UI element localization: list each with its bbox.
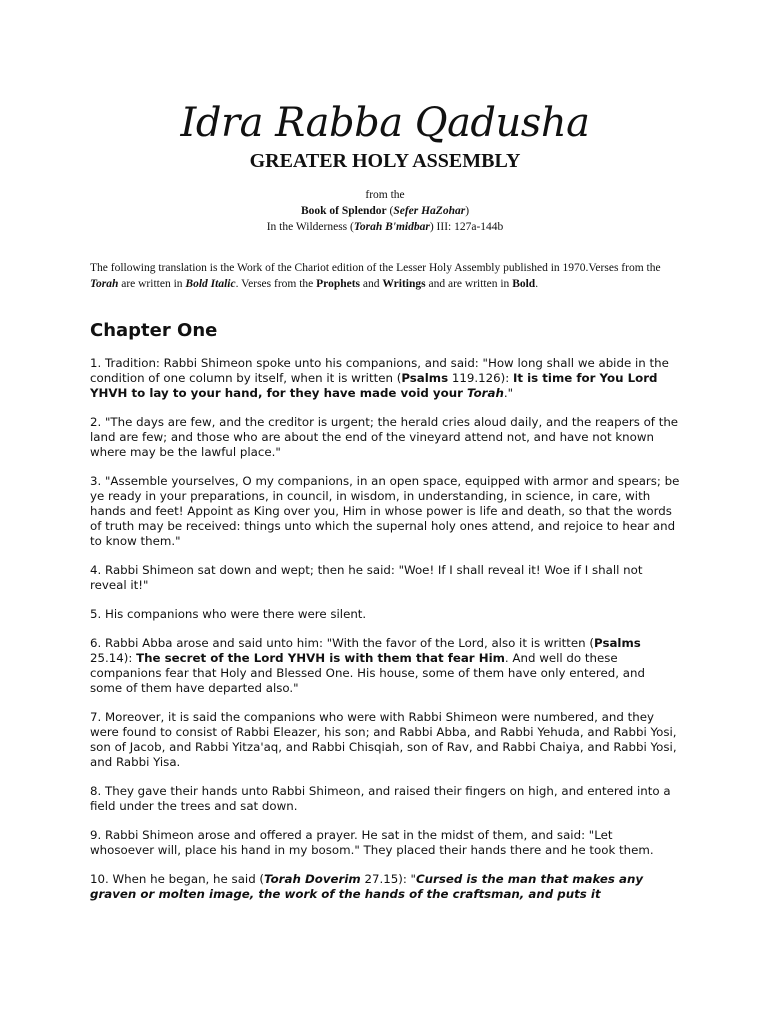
chapter-body: [90, 356, 680, 916]
verse-paragraph-6: 6. Rabbi Abba arose and said unto him: "With the favor of the Lord, also it is written (Psalms 25.14): The secret of the Lord YHVH is with them that fear Him. And well do these companions fear that Holy and Blessed One. His house, some of them have only entered, and some of them have departed also.": [90, 636, 645, 695]
verse-paragraph-2: 2. "The days are few, and the creditor is urgent; the herald cries aloud daily, and the reapers of the land are few; and those who are about the end of the vineyard attend not, and have not known where may be the lawful place.": [90, 415, 679, 459]
source-info: [90, 187, 680, 235]
verse-paragraph-3: 3. "Assemble yourselves, O my companions, in an open space, equipped with armor and spears; be ye ready in your preparations, in council, in wisdom, in understanding, in science, in care, with hands and feet! Appoint as King over you, Him in whose power is life and death, so that the words of truth may be received: things unto which the supernal holy ones attend, and rejoice to hear and to know them.": [90, 474, 680, 548]
document-subtitle: GREATER HOLY ASSEMBLY: [249, 150, 521, 172]
verse-paragraph-8: 8. They gave their hands unto Rabbi Shimeon, and raised their fingers on high, and entered into a field under the trees and sat down.: [90, 784, 671, 813]
source-wilderness: In the Wilderness (Torah B'midbar) III: 127a-144b: [266, 221, 504, 233]
source-book: Book of Splendor (Sefer HaZohar): [300, 205, 470, 217]
source-from: from the: [365, 189, 405, 201]
wilderness-hebrew: Torah B'midbar: [353, 221, 430, 233]
document-title: Idra Rabba Qadusha: [180, 100, 590, 146]
verse-paragraph-9: 9. Rabbi Shimeon arose and offered a prayer. He sat in the midst of them, and said: "Let whosoever will, place his hand in my bosom." They placed their hands there and he took them.: [90, 828, 654, 857]
verse-paragraph-4: 4. Rabbi Shimeon sat down and wept; then he said: "Woe! If I shall reveal it! Woe if I shall not reveal it!": [90, 563, 643, 592]
verse-paragraph-7: 7. Moreover, it is said the companions who were with Rabbi Shimeon were numbered, and they were found to consist of Rabbi Eleazer, his son; and Rabbi Abba, and Rabbi Yehuda, and Rabbi Yosi, son of Jacob, and Rabbi Yitza'aq, and Rabbi Chisqiah, son of Rav, and Rabbi Chaiya, and Rabbi Yosi, and Rabbi Yisa.: [90, 710, 677, 769]
verse-paragraph-10: 10. When he began, he said (Torah Doverim 27.15): "Cursed is the man that makes any graven or molten image, the work of the hands of the craftsman, and puts it: [90, 872, 644, 901]
verse-paragraph-5: 5. His companions who were there were silent.: [90, 607, 367, 621]
book-hebrew: Sefer HaZohar: [393, 205, 466, 217]
book-name: Book of Splendor: [300, 205, 387, 217]
verse-paragraph-1: 1. Tradition: Rabbi Shimeon spoke unto his companions, and said: "How long shall we abide in the condition of one column by itself, when it is written (Psalms 119.126): It is time for You Lord YHVH to lay to your hand, for they have made void your Torah.": [90, 356, 669, 400]
chapter-heading: Chapter One: [90, 320, 218, 341]
intro-paragraph: The following translation is the Work of the Chariot edition of the Lesser Holy Assembly published in 1970.Verses from the Torah are written in Bold Italic. Verses from the Prophets and Writings and are written in Bold.: [90, 262, 661, 290]
